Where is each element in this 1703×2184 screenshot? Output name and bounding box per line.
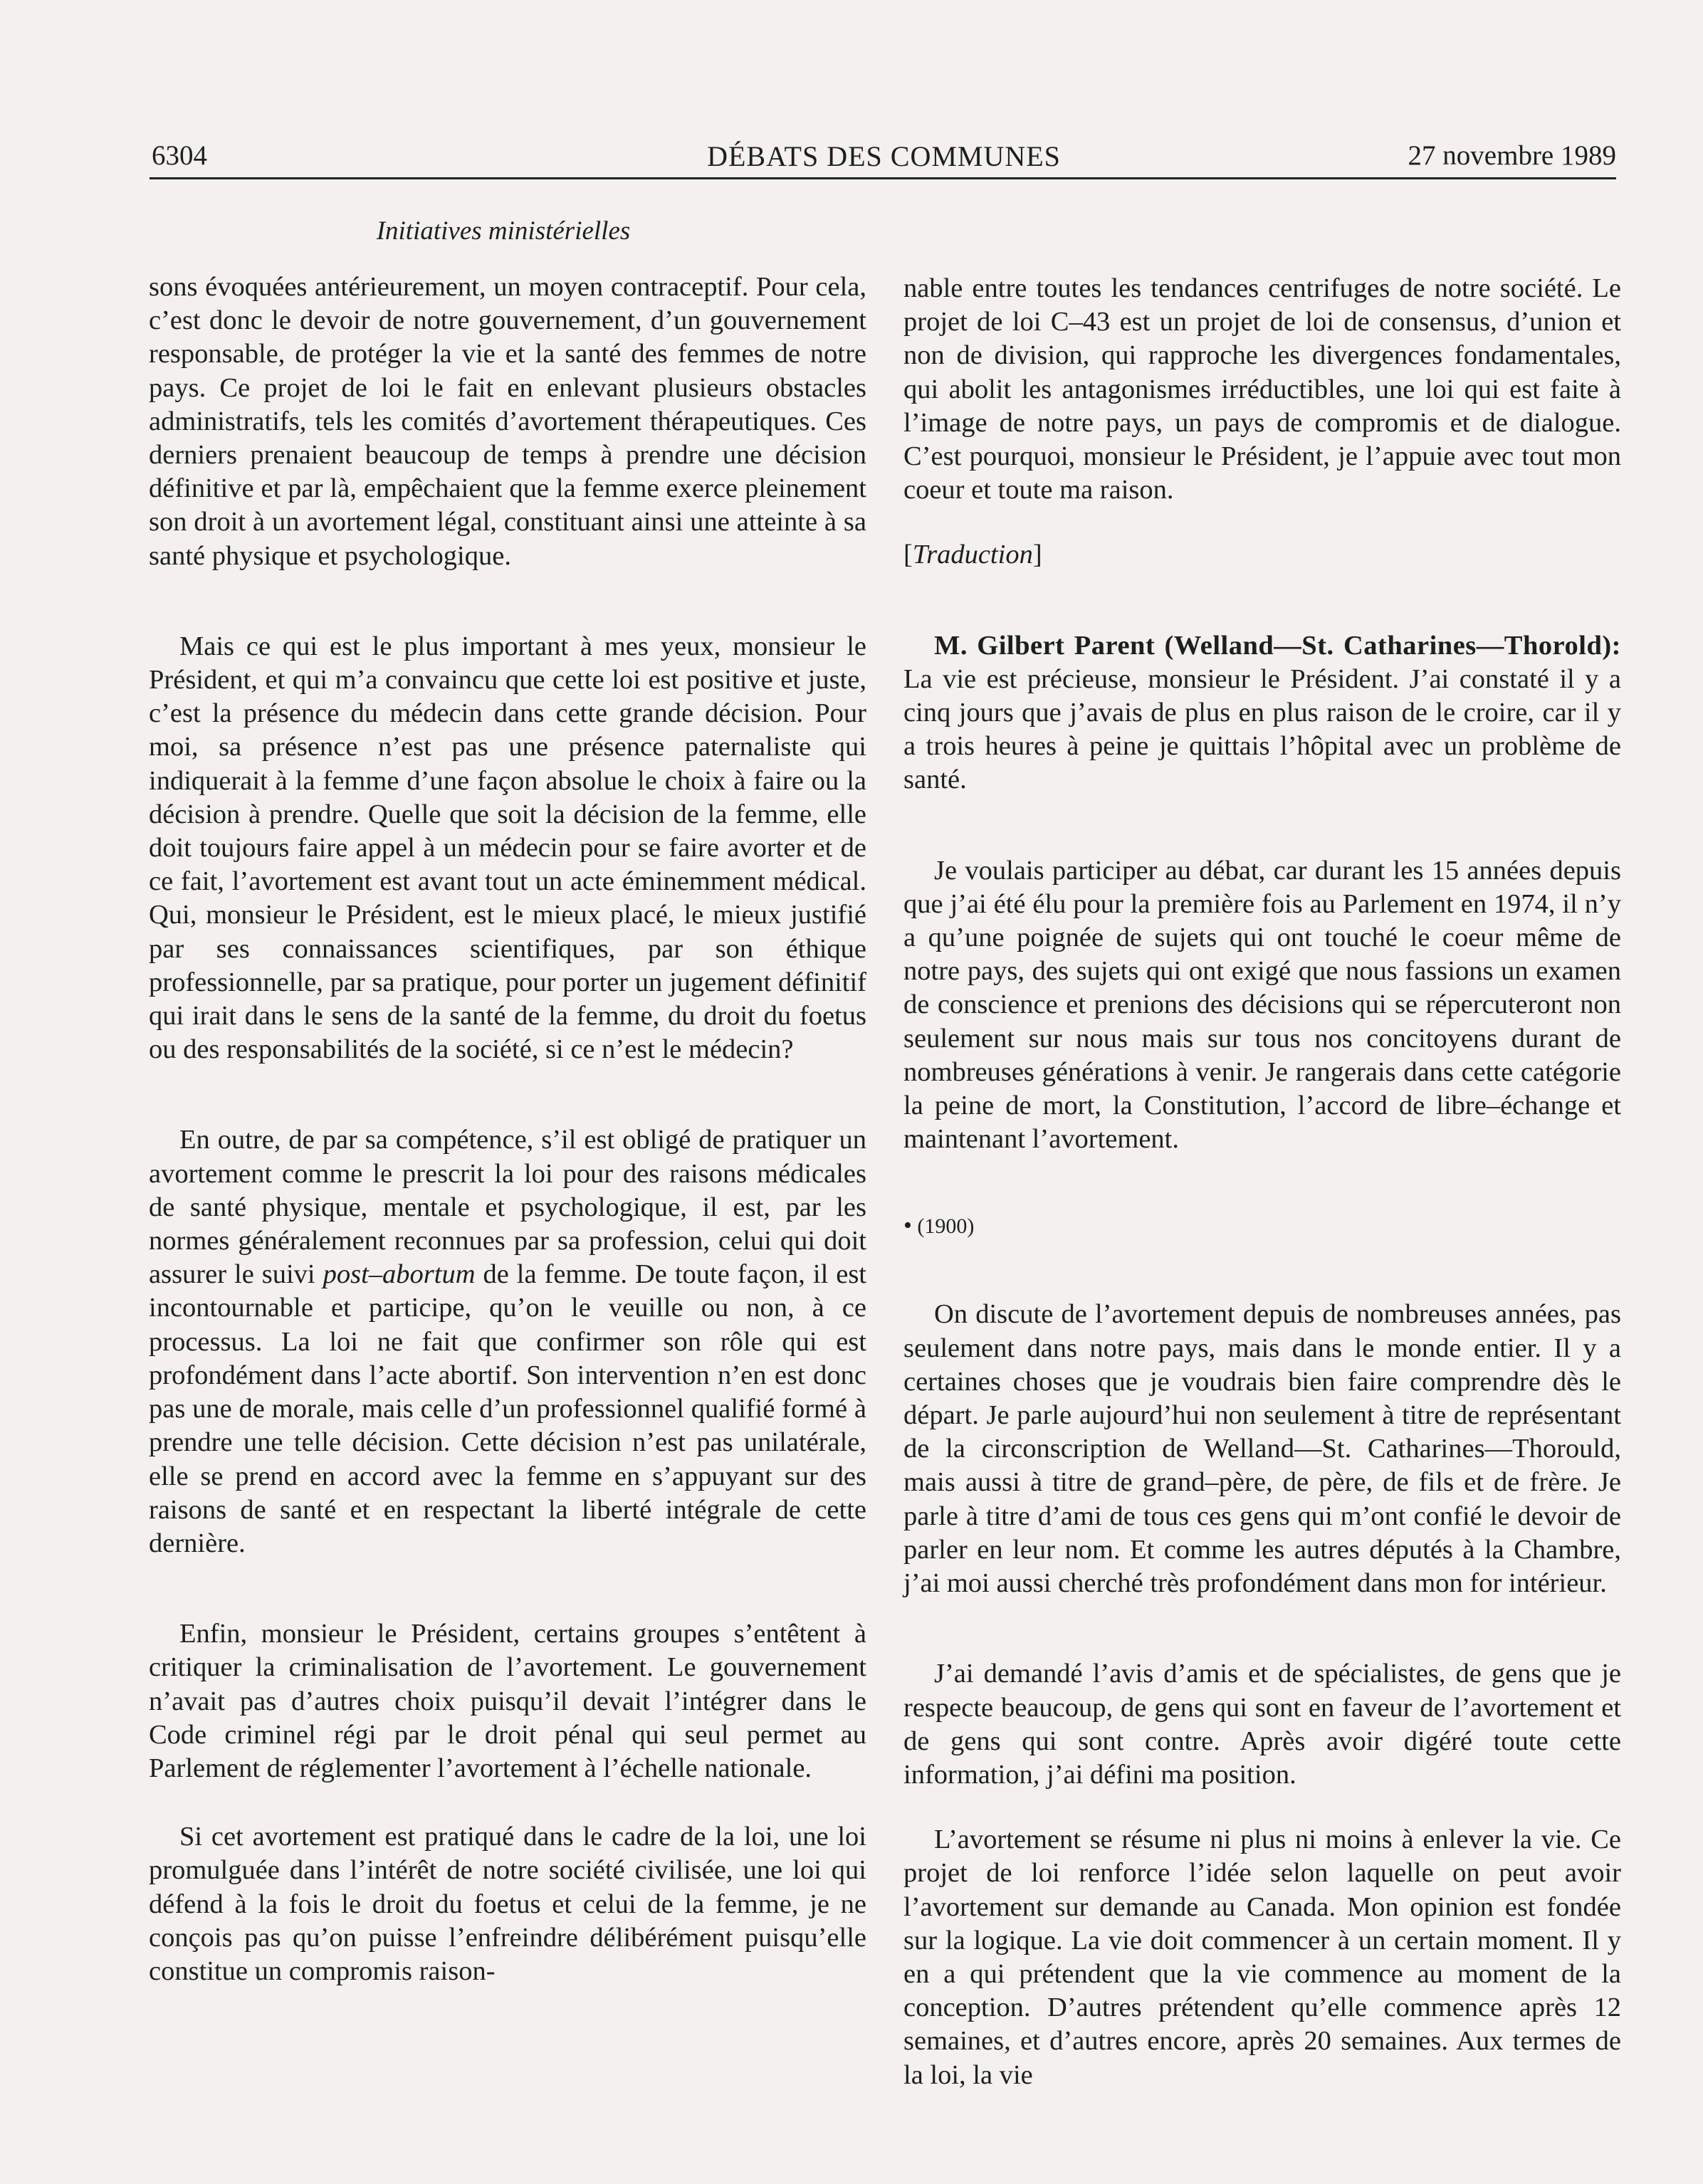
paragraph: Enfin, monsieur le Président, certains groupes s’entêtent à critiquer la criminalisation de l’avortement. Le gouvernement n’avait pas d’autres choix puisqu’il devait l’intégrer dans le Code criminel régi par le droit pénal qui seul permet au Parlement de réglementer l’avortement à l’échelle nationale. (149, 1619, 866, 1783)
paragraph: Si cet avortement est pratiqué dans le cadre de la loi, une loi promulguée dans l’intérêt de notre société civilisée, une loi qui défend à la fois le droit du foetus et celui de la femme, je ne conçois pas qu’on puisse l’enfreindre délibérément puisqu’elle constitue un compromis raison- (149, 1822, 866, 1986)
bracket-open: [ (903, 540, 913, 570)
paragraph: sons évoquées antérieurement, un moyen contraceptif. Pour cela, c’est donc le devoir de notre gouvernement, d’un gouvernement responsable, de protéger la vie et la santé des femmes de notre pays. Ce projet de loi le fait en enlevant plusieurs obstacles administratifs, tels les comités d’avortement thérapeutiques. Ces derniers prenaient beaucoup de temps à prendre une décision définitive et par là, empêchaient que la femme exerce pleinement son droit à un avortement légal, constituant ainsi une atteinte à sa santé physique et psychologique. (149, 272, 866, 571)
paragraph (149, 1123, 866, 1560)
issue-date: 27 novembre 1989 (1408, 140, 1616, 171)
paragraph-text: de la femme. De toute façon, il est incontournable et participe, qu’on le veuille ou non, à ce processus. La loi ne fait que confirmer son rôle qui est profondément dans l’acte abortif. Son intervention n’en est donc pas une de morale, mais celle d’un professionnel qualifié formé à prendre une telle décision. Cette décision n’est pas unilatérale, elle se prend en accord avec la femme en s’appuyant sur des raisons de santé et en respectant la liberté intégrale de cette dernière. (149, 1259, 867, 1558)
bullet-icon: • (903, 1212, 912, 1239)
paragraph: nable entre toutes les tendances centrifuges de notre société. Le projet de loi C–43 est un projet de loi de consensus, d’union et non de division, qui rapproche les divergences fondamentales, qui abolit les antagonismes irréductibles, une loi qui est faite à l’image de notre pays, un pays de compromis et de dialogue. C’est pourquoi, monsieur le Président, je l’appuie avec tout mon coeur et toute ma raison. (903, 273, 1621, 505)
paragraph: J’ai demandé l’avis d’amis et de spécialistes, de gens que je respecte beaucoup, de gens qui sont en faveur de l’avortement et de gens qui sont contre. Après avoir digéré toute cette information, j’ai défini ma position. (903, 1659, 1621, 1790)
paragraph: L’avortement se résume ni plus ni moins à enlever la vie. Ce projet de loi renforce l’idée selon laquelle on peut avoir l’avortement sur demande au Canada. Mon opinion est fondée sur la logique. La vie doit commencer à un certain moment. Il y en a qui prétendent que la vie commence au moment de la conception. D’autres prétendent qu’elle commence après 12 semaines, et d’autres encore, après 20 semaines. Aux termes de la loi, la vie (903, 1825, 1621, 2090)
right-column (903, 272, 1621, 2092)
page-number: 6304 (152, 140, 207, 171)
page-header (152, 140, 1616, 182)
translation-note (903, 538, 1621, 572)
paragraph-text: En outre, de par sa compétence, s’il est obligé de pratiquer un avortement comme le prescrit la loi pour des raisons médicales de santé physique, mentale et psychologique, il est, par les normes généralement reconnues par sa profession, celui qui doit assurer le suivi (149, 1125, 866, 1290)
paragraph-text: La vie est précieuse, monsieur le Président. J’ai constaté il y a cinq jours que j’avais de plus en plus raison de le croire, car il y a trois heures à peine je quittais l’hôpital avec un problème de santé. (903, 663, 1621, 795)
italic-term: post–abortum (323, 1259, 476, 1290)
bracket-close: ] (1032, 540, 1042, 570)
paragraph (903, 629, 1621, 797)
header-rule (150, 177, 1616, 179)
time-marker-text: (1900) (917, 1214, 975, 1239)
section-title: Initiatives ministérielles (376, 216, 631, 246)
speaker-name: M. Gilbert Parent (Welland—St. Catharines—Thorold): (934, 630, 1621, 661)
paragraph: Je voulais participer au débat, car durant les 15 années depuis que j’ai été élu pour la première fois au Parlement en 1974, il n’y a qu’une poignée de sujets qui ont touché le coeur même de notre pays, des sujets qui ont exigé que nous fassions un examen de conscience et prenions des décisions qui se répercuteront non seulement sur nous mais sur tous nos concitoyens durant de nombreuses générations à venir. Je rangerais dans cette catégorie la peine de mort, la Constitution, l’accord de libre–échange et maintenant l’avortement. (903, 855, 1621, 1155)
paragraph: Mais ce qui est le plus important à mes yeux, monsieur le Président, et qui m’a convaincu que cette loi est positive et juste, c’est la présence du médecin dans cette grande décision. Pour moi, sa présence n’est pas une présence paternaliste qui indiquerait à la femme d’une façon absolue le choix à faire ou la décision à prendre. Quelle que soit la décision de la femme, elle doit toujours faire appel à un médecin pour se faire avorter et de ce fait, l’avortement est avant tout un acte éminemment médical. Qui, monsieur le Président, est le mieux placé, le mieux justifié par ses connaissances scientifiques, par son éthique professionnelle, par sa pratique, pour porter un jugement définitif qui irait dans le sens de la santé de la femme, du droit du foetus ou des responsabilités de la société, si ce n’est le médecin? (149, 631, 866, 1065)
time-marker (903, 1212, 1621, 1241)
translation-label: Traduction (912, 540, 1033, 570)
publication-title: DÉBATS DES COMMUNES (707, 140, 1061, 172)
paragraph: On discute de l’avortement depuis de nombreuses années, pas seulement dans notre pays, mais dans le monde entier. Il y a certaines choses que je voudrais bien faire comprendre dès le départ. Je parle aujourd’hui non seulement à titre de représentant de la circonscription de Welland—St. Catharines—Thorould, mais aussi à titre de grand–père, de père, de fils et de frère. Je parle à titre d’ami de tous ces gens qui m’ont confié le devoir de parler en leur nom. Et comme les autres députés à la Chambre, j’ai moi aussi cherché très profondément dans mon for intérieur. (903, 1299, 1621, 1599)
left-column (149, 271, 866, 1988)
